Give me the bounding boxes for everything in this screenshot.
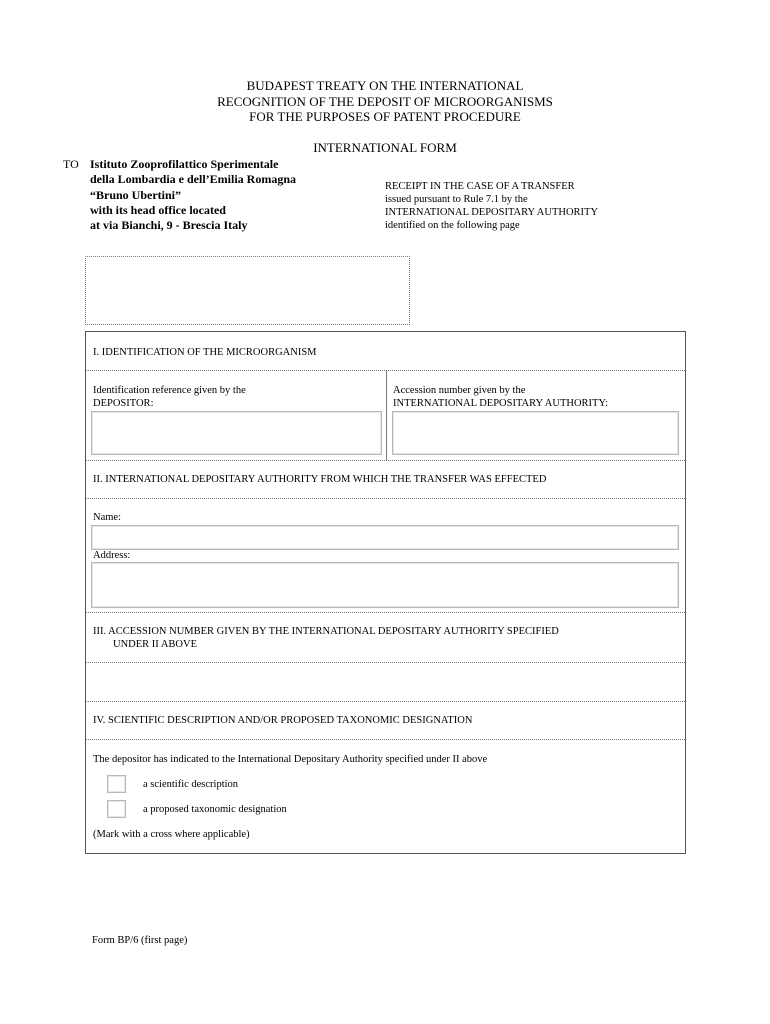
section-4-title: IV. SCIENTIFIC DESCRIPTION AND/OR PROPOSED TAXONOMIC DESIGNATION	[93, 715, 473, 726]
taxonomic-designation-checkbox[interactable]	[107, 800, 126, 818]
divider	[86, 701, 685, 702]
accession-number-input[interactable]	[392, 411, 679, 455]
addressee-line: Istituto Zooprofilattico Sperimentale	[90, 157, 279, 171]
depositor-address-field[interactable]	[85, 256, 410, 325]
title-line: UNDER II ABOVE	[113, 639, 197, 650]
form-type-heading: INTERNATIONAL FORM	[313, 140, 457, 155]
receipt-line: issued pursuant to Rule 7.1 by the	[385, 194, 528, 205]
taxonomic-designation-label: a proposed taxonomic designation	[143, 804, 287, 815]
form-identifier: Form BP/6 (first page)	[92, 935, 188, 946]
label-line: Identification reference given by the	[93, 385, 246, 396]
authority-name-input[interactable]	[91, 525, 679, 550]
divider	[86, 612, 685, 613]
divider	[86, 739, 685, 740]
section-3-accession-input[interactable]	[87, 663, 684, 700]
address-label: Address:	[93, 550, 131, 561]
receipt-line: identified on the following page	[385, 220, 520, 231]
section-1-title: I. IDENTIFICATION OF THE MICROORGANISM	[93, 347, 317, 358]
label-line: DEPOSITOR:	[93, 398, 154, 409]
depositor-reference-label	[93, 384, 246, 410]
addressee-block	[90, 157, 296, 233]
column-divider	[386, 370, 387, 460]
label-line: Accession number given by the	[393, 385, 526, 396]
name-label: Name:	[93, 512, 121, 523]
receipt-block	[385, 180, 598, 232]
to-label: TO	[63, 157, 79, 171]
divider	[86, 460, 685, 461]
addressee-line: at via Bianchi, 9 - Brescia Italy	[90, 218, 248, 233]
divider	[86, 498, 685, 499]
form-title	[0, 78, 770, 125]
title-line: III. ACCESSION NUMBER GIVEN BY THE INTERNATIONAL DEPOSITARY AUTHORITY SPECIFIED	[93, 626, 559, 637]
scientific-description-label: a scientific description	[143, 779, 239, 790]
title-line-1: BUDAPEST TREATY ON THE INTERNATIONAL	[246, 78, 524, 93]
receipt-line: RECEIPT IN THE CASE OF A TRANSFER	[385, 181, 575, 192]
label-line: INTERNATIONAL DEPOSITARY AUTHORITY:	[393, 398, 608, 409]
section-3-title	[93, 625, 559, 651]
mark-instruction: (Mark with a cross where applicable)	[93, 829, 250, 840]
title-line-3: FOR THE PURPOSES OF PATENT PROCEDURE	[249, 109, 521, 124]
addressee-line: della Lombardia e dell’Emilia Romagna	[90, 172, 297, 187]
main-form-box	[85, 331, 686, 854]
section-4-intro: The depositor has indicated to the International Depositary Authority specified under II above	[93, 754, 488, 765]
section-2-title: II. INTERNATIONAL DEPOSITARY AUTHORITY FROM WHICH THE TRANSFER WAS EFFECTED	[93, 474, 547, 485]
title-line-2: RECOGNITION OF THE DEPOSIT OF MICROORGANISMS	[217, 93, 553, 109]
scientific-description-checkbox[interactable]	[107, 775, 126, 793]
receipt-line: INTERNATIONAL DEPOSITARY AUTHORITY	[385, 207, 599, 218]
authority-address-input[interactable]	[91, 562, 679, 608]
addressee-line: with its head office located	[90, 202, 226, 217]
depositor-reference-input[interactable]	[91, 411, 382, 455]
accession-number-label	[393, 384, 608, 410]
addressee-line: “Bruno Ubertini”	[90, 187, 182, 202]
